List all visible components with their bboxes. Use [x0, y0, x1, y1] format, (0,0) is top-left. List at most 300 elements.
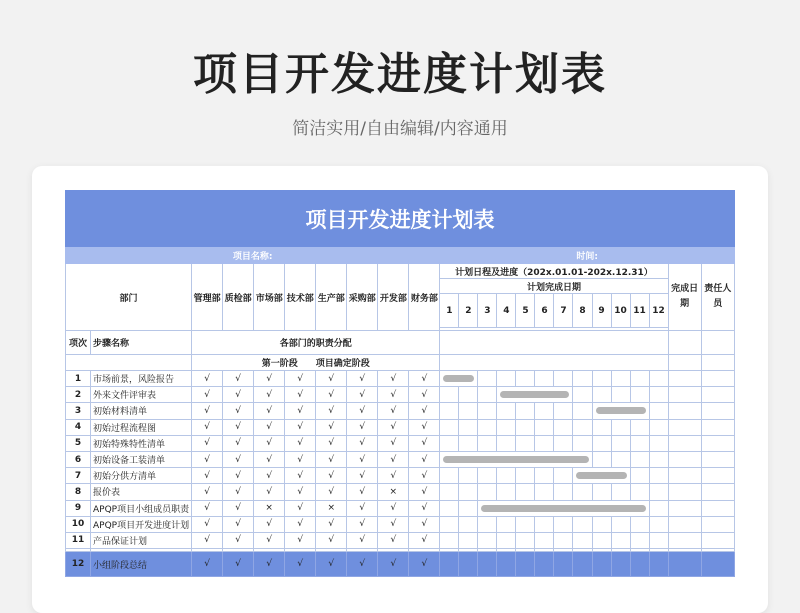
gantt-cell[interactable]	[516, 435, 535, 451]
duty-mark[interactable]: √	[409, 552, 440, 577]
gantt-cell[interactable]	[592, 435, 611, 451]
duty-mark[interactable]: √	[285, 403, 316, 419]
gantt-cell[interactable]	[630, 532, 649, 548]
duty-mark[interactable]: √	[285, 371, 316, 387]
project-name-label[interactable]: 项目名称:	[66, 247, 440, 264]
gantt-cell[interactable]	[649, 532, 668, 548]
gantt-cell[interactable]	[554, 435, 573, 451]
gantt-cell[interactable]	[630, 371, 649, 387]
gantt-cell[interactable]	[611, 371, 630, 387]
duty-mark[interactable]: √	[378, 419, 409, 435]
gantt-cell[interactable]	[459, 552, 478, 577]
gantt-cell[interactable]	[478, 516, 497, 532]
gantt-cell[interactable]	[630, 451, 649, 467]
gantt-cell[interactable]	[478, 500, 649, 516]
month-header-9: 9	[592, 294, 611, 328]
duty-mark[interactable]: √	[347, 552, 378, 577]
duty-mark[interactable]: √	[409, 468, 440, 484]
gantt-cell[interactable]	[554, 419, 573, 435]
table-row	[66, 387, 735, 403]
month-header-7: 7	[554, 294, 573, 328]
gantt-cell[interactable]	[649, 387, 668, 403]
item-no[interactable]: 2	[66, 387, 91, 403]
duty-mark[interactable]: ×	[254, 500, 285, 516]
gantt-cell[interactable]	[440, 403, 459, 419]
duty-mark[interactable]: √	[347, 516, 378, 532]
done-date-cell[interactable]	[668, 403, 701, 419]
owner-cell[interactable]	[701, 532, 734, 548]
item-no[interactable]: 11	[66, 532, 91, 548]
duty-mark[interactable]: √	[192, 500, 223, 516]
gantt-cell[interactable]	[573, 532, 592, 548]
duty-mark[interactable]: √	[223, 403, 254, 419]
duty-mark[interactable]: √	[316, 484, 347, 500]
gantt-cell[interactable]	[554, 468, 573, 484]
duty-mark[interactable]: √	[316, 451, 347, 467]
duty-mark[interactable]: √	[223, 484, 254, 500]
duty-mark[interactable]: √	[316, 403, 347, 419]
gantt-cell[interactable]	[535, 435, 554, 451]
duty-mark[interactable]: √	[347, 468, 378, 484]
gantt-cell[interactable]	[459, 419, 478, 435]
duty-mark[interactable]: √	[347, 371, 378, 387]
gantt-cell[interactable]	[573, 484, 592, 500]
duty-mark[interactable]: √	[316, 371, 347, 387]
gantt-cell[interactable]	[440, 500, 459, 516]
done-date-cell[interactable]	[668, 516, 701, 532]
dept-header-5: 生产部	[316, 264, 347, 331]
step-name[interactable]: 初始特殊特性清单	[91, 435, 192, 451]
item-no[interactable]: 1	[66, 371, 91, 387]
owner-cell[interactable]	[701, 419, 734, 435]
step-name[interactable]: 初始材料清单	[91, 403, 192, 419]
gantt-cell[interactable]	[611, 451, 630, 467]
item-no[interactable]: 3	[66, 403, 91, 419]
duty-mark[interactable]: ×	[316, 500, 347, 516]
duty-mark[interactable]: √	[378, 435, 409, 451]
step-name[interactable]: 初始分供方清单	[91, 468, 192, 484]
duty-mark[interactable]: √	[316, 419, 347, 435]
gantt-cell[interactable]	[649, 403, 668, 419]
duty-mark[interactable]: √	[192, 484, 223, 500]
step-name-header: 步骤名称	[91, 331, 192, 355]
duty-mark[interactable]: √	[409, 387, 440, 403]
gantt-cell[interactable]	[649, 500, 668, 516]
gantt-cell[interactable]	[478, 484, 497, 500]
gantt-cell[interactable]	[554, 552, 573, 577]
gantt-cell[interactable]	[516, 552, 535, 577]
gantt-cell[interactable]	[440, 451, 592, 467]
done-date-cell[interactable]	[668, 552, 701, 577]
duty-mark[interactable]: √	[223, 516, 254, 532]
done-date-cell[interactable]	[668, 500, 701, 516]
gantt-bar[interactable]	[443, 375, 474, 382]
gantt-cell[interactable]	[535, 552, 554, 577]
duty-mark[interactable]: √	[285, 435, 316, 451]
duty-mark[interactable]: √	[223, 552, 254, 577]
gantt-cell[interactable]	[592, 532, 611, 548]
owner-cell[interactable]	[701, 552, 734, 577]
dept-header-6: 采购部	[347, 264, 378, 331]
gantt-cell[interactable]	[497, 419, 516, 435]
duty-mark[interactable]: √	[347, 500, 378, 516]
duty-mark[interactable]: √	[409, 435, 440, 451]
duty-mark[interactable]: √	[285, 516, 316, 532]
gantt-cell[interactable]	[459, 435, 478, 451]
duty-mark[interactable]: √	[378, 516, 409, 532]
gantt-cell[interactable]	[497, 387, 573, 403]
gantt-cell[interactable]	[497, 484, 516, 500]
gantt-cell[interactable]	[573, 552, 592, 577]
duty-mark[interactable]: √	[192, 419, 223, 435]
item-no[interactable]: 6	[66, 451, 91, 467]
duty-mark[interactable]: √	[409, 516, 440, 532]
duty-mark[interactable]: √	[285, 419, 316, 435]
duty-mark[interactable]: √	[316, 435, 347, 451]
gantt-cell[interactable]	[497, 403, 516, 419]
duty-mark[interactable]: √	[378, 387, 409, 403]
gantt-cell[interactable]	[630, 419, 649, 435]
gantt-cell[interactable]	[440, 552, 459, 577]
gantt-cell[interactable]	[516, 516, 535, 532]
schedule-table	[65, 190, 735, 577]
duty-mark[interactable]: √	[254, 516, 285, 532]
duty-mark[interactable]: √	[347, 387, 378, 403]
owner-cell[interactable]	[701, 500, 734, 516]
done-date-cell[interactable]	[668, 532, 701, 548]
step-name[interactable]: 初始设备工装清单	[91, 451, 192, 467]
duty-mark[interactable]: √	[223, 387, 254, 403]
gantt-cell[interactable]	[497, 468, 516, 484]
duty-mark[interactable]: √	[409, 403, 440, 419]
dept-header-2: 质检部	[223, 264, 254, 331]
month-header-3: 3	[478, 294, 497, 328]
duty-mark[interactable]: √	[254, 484, 285, 500]
duty-mark[interactable]: √	[254, 371, 285, 387]
step-name[interactable]: 报价表	[91, 484, 192, 500]
gantt-cell[interactable]	[497, 435, 516, 451]
done-date-cell[interactable]	[668, 387, 701, 403]
gantt-cell[interactable]	[516, 403, 535, 419]
gantt-cell[interactable]	[611, 516, 630, 532]
month-header-6: 6	[535, 294, 554, 328]
gantt-cell[interactable]	[535, 484, 554, 500]
done-date-cell[interactable]	[668, 451, 701, 467]
gantt-cell[interactable]	[554, 532, 573, 548]
gantt-cell[interactable]	[611, 532, 630, 548]
gantt-cell[interactable]	[535, 419, 554, 435]
gantt-cell[interactable]	[440, 419, 459, 435]
gantt-cell[interactable]	[516, 484, 535, 500]
gantt-cell[interactable]	[478, 419, 497, 435]
duty-mark[interactable]: √	[223, 500, 254, 516]
duty-mark[interactable]: √	[409, 371, 440, 387]
duty-mark[interactable]: √	[378, 532, 409, 548]
duty-mark[interactable]: ×	[378, 484, 409, 500]
gantt-cell[interactable]	[497, 532, 516, 548]
gantt-cell[interactable]	[459, 516, 478, 532]
month-header-2: 2	[459, 294, 478, 328]
dept-header-8: 财务部	[409, 264, 440, 331]
duty-mark[interactable]: √	[285, 451, 316, 467]
gantt-cell[interactable]	[649, 371, 668, 387]
owner-cell[interactable]	[701, 371, 734, 387]
step-name[interactable]: 外来文件评审表	[91, 387, 192, 403]
duty-mark[interactable]: √	[254, 451, 285, 467]
step-name[interactable]: APQP项目小组成员职责	[91, 500, 192, 516]
duty-mark[interactable]: √	[254, 387, 285, 403]
duty-mark[interactable]: √	[192, 371, 223, 387]
gantt-cell[interactable]	[535, 516, 554, 532]
duty-mark[interactable]: √	[316, 516, 347, 532]
month-header-5: 5	[516, 294, 535, 328]
duty-mark[interactable]: √	[378, 451, 409, 467]
duty-mark[interactable]: √	[192, 552, 223, 577]
duty-mark[interactable]: √	[223, 468, 254, 484]
duty-mark[interactable]: √	[409, 419, 440, 435]
gantt-cell[interactable]	[573, 419, 592, 435]
duty-mark[interactable]: √	[192, 387, 223, 403]
gantt-cell[interactable]	[649, 435, 668, 451]
duty-mark[interactable]: √	[378, 552, 409, 577]
owner-cell[interactable]	[701, 435, 734, 451]
duty-mark[interactable]: √	[192, 435, 223, 451]
gantt-cell[interactable]	[649, 516, 668, 532]
gantt-cell[interactable]	[478, 435, 497, 451]
gantt-cell[interactable]	[459, 468, 478, 484]
summary-row	[66, 552, 735, 577]
gantt-cell[interactable]	[554, 516, 573, 532]
gantt-cell[interactable]	[630, 484, 649, 500]
gantt-cell[interactable]	[478, 403, 497, 419]
duty-mark[interactable]: √	[192, 403, 223, 419]
duty-mark[interactable]: √	[192, 516, 223, 532]
gantt-cell[interactable]	[459, 532, 478, 548]
step-name[interactable]: 市场前景，风险报告	[91, 371, 192, 387]
duty-mark[interactable]: √	[347, 403, 378, 419]
gantt-cell[interactable]	[611, 435, 630, 451]
table-row	[66, 468, 735, 484]
gantt-cell[interactable]	[535, 532, 554, 548]
owner-cell[interactable]	[701, 468, 734, 484]
owner-header: 责任人员	[701, 264, 734, 331]
step-name[interactable]: 产品保证计划	[91, 532, 192, 548]
duty-mark[interactable]: √	[347, 451, 378, 467]
gantt-cell[interactable]	[592, 371, 611, 387]
duty-mark[interactable]: √	[254, 435, 285, 451]
table-row	[66, 532, 735, 548]
duty-mark[interactable]: √	[223, 532, 254, 548]
step-name[interactable]: 小组阶段总结	[91, 552, 192, 577]
gantt-cell[interactable]	[592, 484, 611, 500]
gantt-cell[interactable]	[535, 371, 554, 387]
gantt-cell[interactable]	[516, 468, 535, 484]
duty-mark[interactable]: √	[316, 552, 347, 577]
owner-cell[interactable]	[701, 451, 734, 467]
owner-cell[interactable]	[701, 484, 734, 500]
duty-mark[interactable]: √	[347, 484, 378, 500]
gantt-cell[interactable]	[459, 484, 478, 500]
gantt-cell[interactable]	[497, 516, 516, 532]
duty-mark[interactable]: √	[316, 532, 347, 548]
duty-mark[interactable]: √	[192, 468, 223, 484]
duty-mark[interactable]: √	[378, 500, 409, 516]
duty-mark[interactable]: √	[285, 484, 316, 500]
duty-mark[interactable]: √	[285, 552, 316, 577]
item-no[interactable]: 4	[66, 419, 91, 435]
duty-mark[interactable]: √	[254, 532, 285, 548]
gantt-cell[interactable]	[459, 387, 478, 403]
gantt-cell[interactable]	[516, 371, 535, 387]
gantt-cell[interactable]	[554, 484, 573, 500]
done-date-header: 完成日期	[668, 264, 701, 331]
duty-mark[interactable]: √	[347, 435, 378, 451]
month-header-8: 8	[573, 294, 592, 328]
duty-mark[interactable]: √	[254, 468, 285, 484]
gantt-cell[interactable]	[535, 468, 554, 484]
duty-mark[interactable]: √	[223, 419, 254, 435]
gantt-cell[interactable]	[459, 403, 478, 419]
duty-mark[interactable]: √	[409, 451, 440, 467]
done-date-cell[interactable]	[668, 419, 701, 435]
duty-mark[interactable]: √	[285, 532, 316, 548]
gantt-cell[interactable]	[630, 552, 649, 577]
gantt-cell[interactable]	[440, 532, 459, 548]
gantt-bar[interactable]	[576, 472, 626, 479]
gantt-cell[interactable]	[630, 387, 649, 403]
item-no[interactable]: 8	[66, 484, 91, 500]
duty-mark[interactable]: √	[254, 403, 285, 419]
gantt-cell[interactable]	[440, 371, 478, 387]
duty-mark[interactable]: √	[254, 419, 285, 435]
gantt-cell[interactable]	[592, 552, 611, 577]
gantt-cell[interactable]	[478, 387, 497, 403]
dept-header-1: 管理部	[192, 264, 223, 331]
duty-mark[interactable]: √	[409, 532, 440, 548]
gantt-bar[interactable]	[481, 505, 645, 512]
gantt-bar[interactable]	[596, 407, 646, 414]
gantt-cell[interactable]	[440, 435, 459, 451]
gantt-cell[interactable]	[592, 419, 611, 435]
duty-mark[interactable]: √	[378, 468, 409, 484]
gantt-cell[interactable]	[459, 500, 478, 516]
done-date-cell[interactable]	[668, 468, 701, 484]
done-date-cell[interactable]	[668, 435, 701, 451]
duty-mark[interactable]: √	[316, 387, 347, 403]
owner-cell[interactable]	[701, 387, 734, 403]
duty-mark[interactable]: √	[192, 532, 223, 548]
gantt-cell[interactable]	[554, 403, 573, 419]
duty-mark[interactable]: √	[409, 484, 440, 500]
duty-mark[interactable]: √	[223, 435, 254, 451]
done-date-cell[interactable]	[668, 484, 701, 500]
duty-mark[interactable]: √	[223, 371, 254, 387]
gantt-cell[interactable]	[592, 387, 611, 403]
gantt-cell[interactable]	[573, 516, 592, 532]
duty-mark[interactable]: √	[347, 419, 378, 435]
dept-header-7: 开发部	[378, 264, 409, 331]
table-row	[66, 516, 735, 532]
gantt-bar[interactable]	[500, 391, 569, 398]
gantt-cell[interactable]	[478, 552, 497, 577]
gantt-cell[interactable]	[592, 516, 611, 532]
item-no[interactable]: 10	[66, 516, 91, 532]
gantt-cell[interactable]	[649, 419, 668, 435]
duty-mark[interactable]: √	[285, 387, 316, 403]
duty-mark[interactable]: √	[223, 451, 254, 467]
gantt-cell[interactable]	[516, 532, 535, 548]
time-label[interactable]: 时间:	[440, 247, 735, 264]
gantt-bar[interactable]	[443, 456, 588, 463]
gantt-cell[interactable]	[649, 484, 668, 500]
dept-header-3: 市场部	[254, 264, 285, 331]
gantt-cell[interactable]	[611, 419, 630, 435]
gantt-cell[interactable]	[630, 435, 649, 451]
gantt-cell[interactable]	[516, 419, 535, 435]
duty-mark[interactable]: √	[409, 500, 440, 516]
duty-mark[interactable]: √	[192, 451, 223, 467]
duty-mark[interactable]: √	[254, 552, 285, 577]
gantt-cell[interactable]	[592, 451, 611, 467]
owner-cell[interactable]	[701, 403, 734, 419]
duty-mark[interactable]: √	[378, 403, 409, 419]
gantt-cell[interactable]	[573, 468, 630, 484]
month-header-4: 4	[497, 294, 516, 328]
schedule-header: 计划日程及进度（202x.01.01-202x.12.31）	[440, 264, 668, 279]
gantt-cell[interactable]	[630, 468, 649, 484]
step-name[interactable]: 初始过程流程图	[91, 419, 192, 435]
gantt-cell[interactable]	[478, 532, 497, 548]
duty-mark[interactable]: √	[285, 468, 316, 484]
gantt-cell[interactable]	[592, 403, 649, 419]
gantt-cell[interactable]	[478, 371, 497, 387]
duty-mark[interactable]: √	[347, 532, 378, 548]
gantt-cell[interactable]	[440, 387, 459, 403]
gantt-cell[interactable]	[611, 552, 630, 577]
gantt-cell[interactable]	[573, 403, 592, 419]
gantt-cell[interactable]	[497, 552, 516, 577]
item-no[interactable]: 9	[66, 500, 91, 516]
gantt-cell[interactable]	[573, 435, 592, 451]
gantt-cell[interactable]	[440, 516, 459, 532]
gantt-cell[interactable]	[573, 371, 592, 387]
gantt-cell[interactable]	[649, 451, 668, 467]
gantt-cell[interactable]	[573, 387, 592, 403]
item-no[interactable]: 12	[66, 552, 91, 577]
owner-cell[interactable]	[701, 516, 734, 532]
gantt-cell[interactable]	[649, 468, 668, 484]
gantt-cell[interactable]	[497, 371, 516, 387]
gantt-cell[interactable]	[649, 552, 668, 577]
gantt-cell[interactable]	[478, 468, 497, 484]
gantt-cell[interactable]	[611, 387, 630, 403]
duty-mark[interactable]: √	[285, 500, 316, 516]
gantt-cell[interactable]	[440, 468, 459, 484]
gantt-cell[interactable]	[611, 484, 630, 500]
item-no[interactable]: 7	[66, 468, 91, 484]
gantt-cell[interactable]	[554, 371, 573, 387]
done-date-cell[interactable]	[668, 371, 701, 387]
item-no[interactable]: 5	[66, 435, 91, 451]
step-name[interactable]: APQP项目开发进度计划	[91, 516, 192, 532]
duty-mark[interactable]: √	[316, 468, 347, 484]
gantt-cell[interactable]	[630, 516, 649, 532]
table-row	[66, 371, 735, 387]
gantt-cell[interactable]	[535, 403, 554, 419]
month-header-1: 1	[440, 294, 459, 328]
gantt-cell[interactable]	[440, 484, 459, 500]
duty-mark[interactable]: √	[378, 371, 409, 387]
